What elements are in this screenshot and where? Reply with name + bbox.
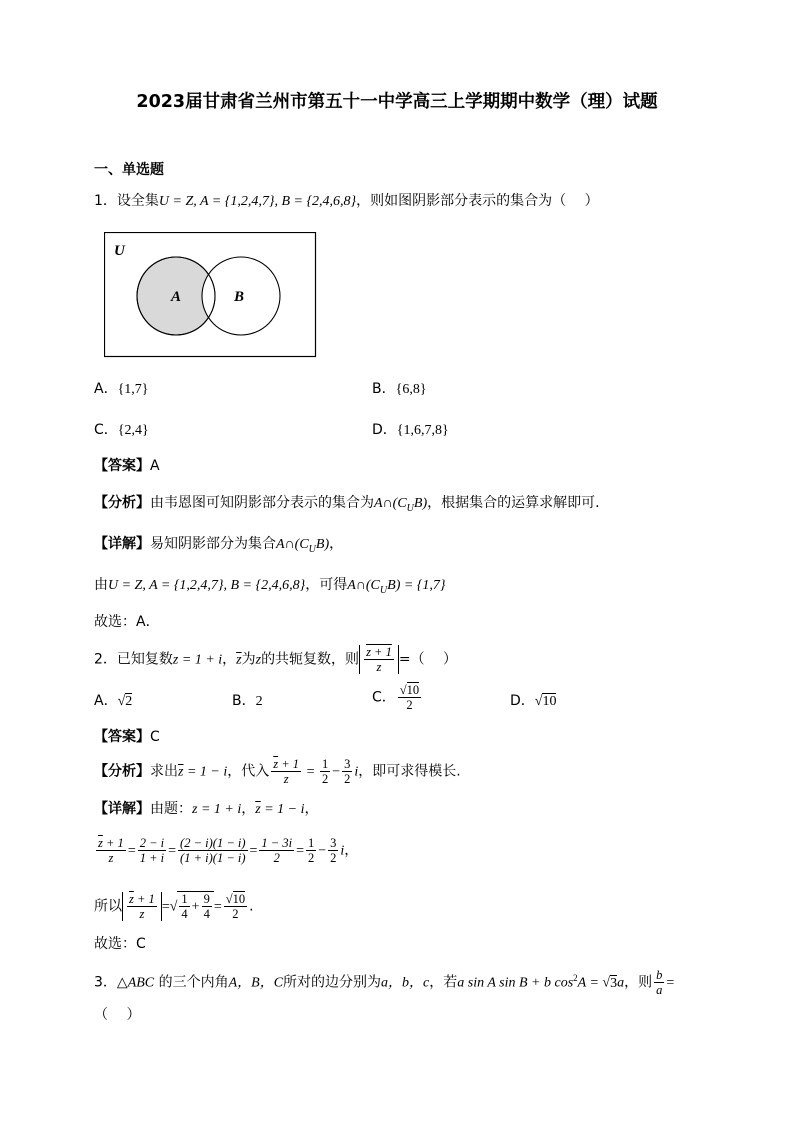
venn-diagram [104,232,318,359]
q1-detail: 【详解】易知阴影部分为集合$A\cap(C_UB)$， [94,536,344,555]
universe-label: U [114,243,125,259]
q2-calc: $\frac{\overline{z} + 1}{z}$ = $\frac{2 - i}{1 + i}$ = $\frac{(2 - i)(1 - i)}{(1 + i)(1 - i)}$ = $\frac{1 - 3i}{2}$ = $\frac{1}{2}$ − $\frac{3}{2}$ i， [98,836,359,865]
question-3-stem: 3．△ABC 的三个内角A，B，C所对的边分别为a，b，c，若a sin A sin B + b $\cos^2A = √3a$，则 $\frac{b}{a}$ = [94,968,675,997]
q2-option-b: B．2 [232,693,263,709]
section-heading: 一、单选题 [94,162,164,178]
question-2-stem: 2．已知复数z = 1 + i，$\overline{z}$为z的共轭复数，则 $\frac{z + 1}{z}$ =（ ） [94,645,458,674]
q2-option-a: A．√2 [94,693,133,709]
q1-option-b: B．{6,8} [372,381,427,397]
q1-option-a: A．{1,7} [94,381,149,397]
q1-detail-line2: 由U = Z, A = {1,2,4,7}, B = {2,4,6,8}，可得$A\cap(C_UB) = \{1,7\}$ [94,577,446,596]
q1-answer: 【答案】A [94,458,160,474]
q1-analysis: 【分析】由韦恩图可知阴影部分表示的集合为$A\cap(C_UB)$，根据集合的运算求解即可. [94,495,600,514]
q2-choose: 故选：C [94,936,146,952]
page-title: 2023届甘肃省兰州市第五十一中学高三上学期期中数学（理）试题 [136,92,658,112]
q1-choose: 故选：A． [94,614,160,630]
q3-paren: （ ） [94,1007,141,1023]
q2-option-c: C． $\frac{√10}{2}$ [372,683,420,712]
q1-option-c: C．{2,4} [94,422,149,438]
set-a-label: A [171,289,182,305]
question-1-stem: 1．设全集U = Z, A = {1,2,4,7}, B = {2,4,6,8}，则如图阴影部分表示的集合为（ ） [94,193,599,209]
q2-detail: 【详解】由题：z = 1 + i，$\overline{z} = 1 - i$， [94,801,319,817]
q2-answer: 【答案】C [94,729,160,745]
q1-option-d: D．{1,6,7,8} [372,422,449,438]
q2-analysis: 【分析】求出$\overline{z} = 1 - i$，代入 $\frac{\overline{z} + 1}{z}$ = $\frac{1}{2}$ − $\frac{3}{2}$ i，即可求得模长. [94,757,461,786]
q2-result: 所以 $\frac{\overline{z} + 1}{z}$ =√ $\frac{1}{4}$ + $\frac{9}{4}$ = $\frac{√10}{2}$ . [94,892,254,921]
set-b-label: B [234,289,245,305]
q2-option-d: D．√10 [510,693,557,709]
